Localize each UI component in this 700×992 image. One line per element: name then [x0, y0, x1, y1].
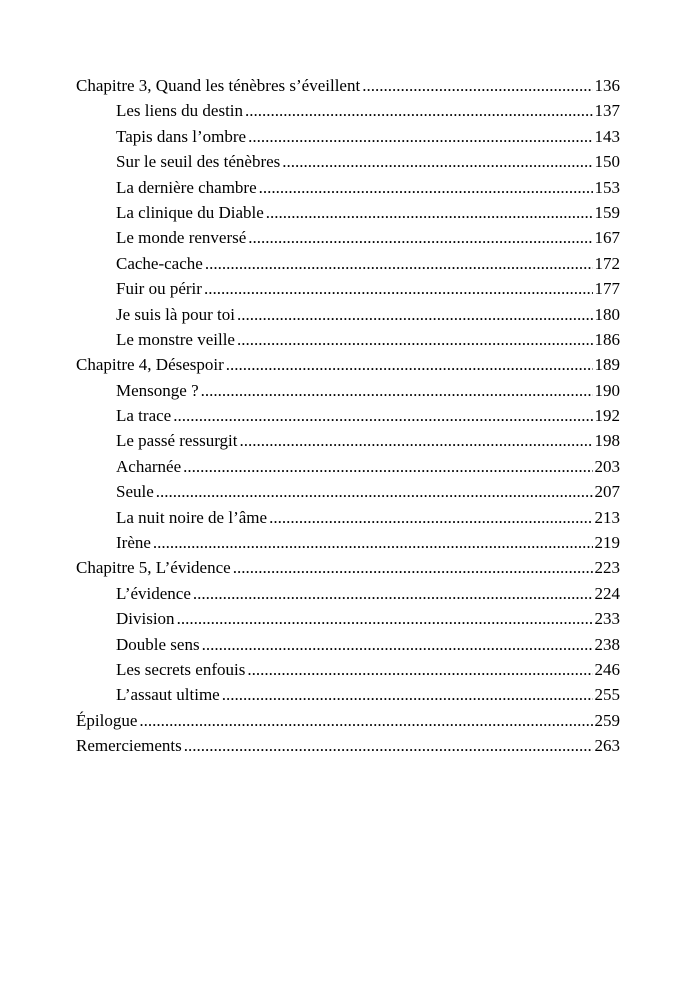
toc-entry[interactable] — [76, 124, 620, 149]
toc-entry[interactable] — [76, 302, 620, 327]
toc-entry-title: Cache-cache — [116, 253, 203, 273]
toc-entry-title: La clinique du Diable — [116, 202, 264, 222]
toc-entry-page: 224 — [594, 583, 620, 603]
toc-entry[interactable] — [76, 200, 620, 225]
toc-entry-page: 219 — [594, 533, 620, 553]
toc-leader-dots — [237, 302, 593, 327]
toc-entry-page: 153 — [594, 177, 620, 197]
toc-entry[interactable] — [76, 378, 620, 403]
toc-entry[interactable] — [76, 403, 620, 428]
toc-entry-page: 190 — [594, 380, 620, 400]
toc-leader-dots — [245, 98, 592, 123]
toc-entry-title: Sur le seuil des ténèbres — [116, 152, 281, 172]
toc-entry[interactable] — [76, 73, 620, 98]
toc-entry-page: 203 — [594, 456, 620, 476]
toc-entry-page: 143 — [594, 126, 620, 146]
toc-entry-page: 255 — [594, 685, 620, 705]
toc-entry[interactable] — [76, 98, 620, 123]
toc-leader-dots — [193, 581, 593, 606]
toc-entry-title: Tapis dans l’ombre — [116, 126, 247, 146]
toc-entry-page: 150 — [594, 152, 620, 172]
toc-entry-title: L’assaut ultime — [116, 685, 220, 705]
toc-leader-dots — [259, 175, 593, 200]
toc-entry-page: 137 — [594, 101, 620, 121]
toc-leader-dots — [237, 327, 593, 352]
toc-entry[interactable] — [76, 225, 620, 250]
toc-entry[interactable] — [76, 581, 620, 606]
toc-entry-title: Irène — [116, 533, 151, 553]
toc-entry[interactable] — [76, 454, 620, 479]
toc-entry[interactable] — [76, 555, 620, 580]
toc-leader-dots — [282, 149, 592, 174]
toc-leader-dots — [153, 530, 593, 555]
toc-entry[interactable] — [76, 428, 620, 453]
toc-leader-dots — [139, 708, 592, 733]
toc-entry[interactable] — [76, 175, 620, 200]
toc-entry-title: La nuit noire de l’âme — [116, 507, 268, 527]
toc-entry-title: Les secrets enfouis — [116, 659, 246, 679]
toc-entry-page: 263 — [594, 736, 620, 756]
toc-entry-title: Seule — [116, 482, 154, 502]
toc-entry[interactable] — [76, 682, 620, 707]
toc-entry[interactable] — [76, 657, 620, 682]
toc-entry-page: 207 — [594, 482, 620, 502]
toc-entry-title: Chapitre 4, Désespoir — [76, 355, 224, 375]
toc-entry-page: 189 — [594, 355, 620, 375]
toc-entry-title: L’évidence — [116, 583, 191, 603]
toc-entry-page: 192 — [594, 406, 620, 426]
toc-entry[interactable] — [76, 352, 620, 377]
toc-entry-page: 186 — [594, 329, 620, 349]
toc-leader-dots — [177, 606, 593, 631]
toc-entry-page: 172 — [594, 253, 620, 273]
toc-leader-dots — [205, 251, 593, 276]
toc-entry-title: Je suis là pour toi — [116, 304, 235, 324]
toc-entry-title: Division — [116, 609, 175, 629]
toc-leader-dots — [202, 632, 593, 657]
toc-entry-title: La dernière chambre — [116, 177, 257, 197]
toc-entry[interactable] — [76, 505, 620, 530]
toc-entry-title: La trace — [116, 406, 172, 426]
toc-entry-page: 198 — [594, 431, 620, 451]
toc-entry[interactable] — [76, 606, 620, 631]
toc-entry-title: Double sens — [116, 634, 200, 654]
toc-entry[interactable] — [76, 632, 620, 657]
toc-entry-title: Chapitre 3, Quand les ténèbres s’éveillent — [76, 76, 361, 95]
toc-entry-title: Chapitre 5, L’évidence — [76, 558, 231, 578]
toc-entry-title: Le passé ressurgit — [116, 431, 238, 451]
toc-leader-dots — [204, 276, 593, 301]
toc-entry[interactable] — [76, 276, 620, 301]
toc-entry-page: 259 — [594, 710, 620, 730]
toc-entry[interactable] — [76, 708, 620, 733]
toc-entry-title: Le monstre veille — [116, 329, 235, 349]
toc-leader-dots — [226, 352, 593, 377]
toc-entry[interactable] — [76, 530, 620, 555]
toc-entry-title: Épilogue — [76, 710, 138, 730]
toc-entry[interactable] — [76, 327, 620, 352]
toc-entry[interactable] — [76, 149, 620, 174]
toc-entry-title: Remerciements — [76, 736, 182, 756]
toc-entry-title: Le monde renversé — [116, 228, 247, 248]
toc-entry-page: 167 — [594, 228, 620, 248]
toc-entry[interactable] — [76, 479, 620, 504]
toc-leader-dots — [233, 555, 593, 580]
toc-entry-title: Les liens du destin — [116, 101, 244, 121]
toc-leader-dots — [222, 682, 593, 707]
toc-entry[interactable] — [76, 733, 620, 758]
toc-entry-page: 159 — [594, 202, 620, 222]
toc-entry-page: 177 — [594, 279, 620, 299]
toc-leader-dots — [362, 73, 592, 98]
toc-entry-page: 136 — [594, 76, 620, 95]
toc-leader-dots — [184, 733, 593, 758]
toc-leader-dots — [173, 403, 592, 428]
table-of-contents — [76, 73, 620, 759]
toc-entry-title: Acharnée — [116, 456, 182, 476]
toc-entry-title: Mensonge ? — [116, 380, 199, 400]
toc-leader-dots — [269, 505, 592, 530]
toc-leader-dots — [183, 454, 592, 479]
toc-leader-dots — [201, 378, 593, 403]
toc-entry-title: Fuir ou périr — [116, 279, 202, 299]
toc-leader-dots — [248, 225, 592, 250]
toc-entry-page: 213 — [594, 507, 620, 527]
toc-entry[interactable] — [76, 251, 620, 276]
toc-leader-dots — [248, 124, 592, 149]
toc-entry-page: 180 — [594, 304, 620, 324]
toc-leader-dots — [247, 657, 592, 682]
toc-entry-page: 246 — [594, 659, 620, 679]
toc-leader-dots — [266, 200, 593, 225]
toc-entry-page: 233 — [594, 609, 620, 629]
toc-entry-page: 223 — [594, 558, 620, 578]
toc-leader-dots — [156, 479, 593, 504]
toc-leader-dots — [240, 428, 593, 453]
toc-entry-page: 238 — [594, 634, 620, 654]
